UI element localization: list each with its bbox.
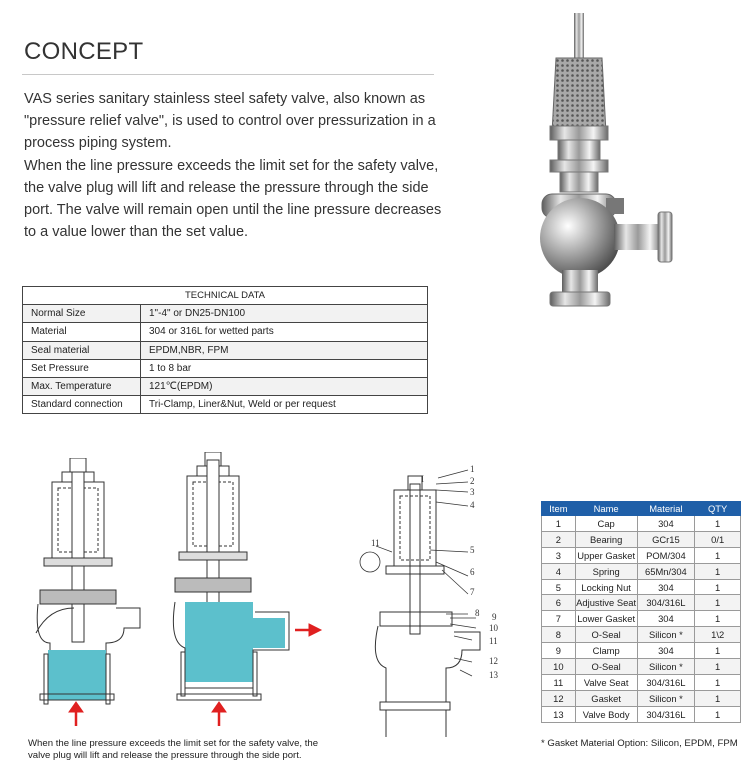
cell-name: Lower Gasket xyxy=(575,611,637,627)
valve-parts-diagram xyxy=(350,462,510,737)
cell-name: Upper Gasket xyxy=(575,547,637,563)
cell-material: 304 xyxy=(637,643,695,659)
spec-value: Tri-Clamp, Liner&Nut, Weld or per request xyxy=(141,396,428,414)
part-label-top: I xyxy=(421,474,424,484)
cell-item: 8 xyxy=(542,627,576,643)
table-row xyxy=(23,341,428,359)
spec-label: Seal material xyxy=(23,341,141,359)
cell-name: Clamp xyxy=(575,643,637,659)
part-label: 8 xyxy=(475,608,480,618)
cell-material: Silicon * xyxy=(637,627,695,643)
diagram-caption: When the line pressure exceeds the limit set for the safety valve, the valve plug will lift and release the pressure through the side port. xyxy=(28,738,319,761)
cell-name: Bearing xyxy=(575,531,637,547)
cell-item: 13 xyxy=(542,706,576,722)
part-label: 9 xyxy=(492,612,497,622)
part-label-side: 11 xyxy=(371,538,380,548)
cell-item: 1 xyxy=(542,516,576,532)
column-header-name: Name xyxy=(575,502,637,516)
cell-item: 5 xyxy=(542,579,576,595)
column-header-item: Item xyxy=(542,502,576,516)
cell-material: 304/316L xyxy=(637,595,695,611)
cell-item: 7 xyxy=(542,611,576,627)
cell-item: 4 xyxy=(542,563,576,579)
cell-qty: 1\2 xyxy=(695,627,741,643)
cell-name: Valve Body xyxy=(575,706,637,722)
spec-label: Normal Size xyxy=(23,305,141,323)
table-row xyxy=(23,396,428,414)
cell-material: Silicon * xyxy=(637,659,695,675)
spec-label: Standard connection xyxy=(23,396,141,414)
valve-closed-diagram xyxy=(14,458,154,728)
cell-name: Valve Seat xyxy=(575,674,637,690)
table-row xyxy=(542,690,741,706)
table-row xyxy=(542,611,741,627)
cell-item: 9 xyxy=(542,643,576,659)
spec-value: 121℃(EPDM) xyxy=(141,377,428,395)
part-label: 2 xyxy=(470,476,475,486)
valve-product-image xyxy=(520,8,710,323)
part-label: 6 xyxy=(470,567,475,577)
cell-qty: 1 xyxy=(695,643,741,659)
cell-material: Silicon * xyxy=(637,690,695,706)
table-row xyxy=(542,674,741,690)
cell-name: Locking Nut xyxy=(575,579,637,595)
cell-qty: 1 xyxy=(695,706,741,722)
cell-qty: 1 xyxy=(695,611,741,627)
parts-table xyxy=(541,501,741,723)
cell-item: 6 xyxy=(542,595,576,611)
concept-paragraph-1: VAS series sanitary stainless steel safety valve, also known as "pressure relief valve", is used to control over pressurization in a process piping system. xyxy=(24,91,436,152)
cell-name: Adjustive Seat xyxy=(575,595,637,611)
cell-qty: 1 xyxy=(695,563,741,579)
part-label: 1 xyxy=(470,464,475,474)
table-row xyxy=(542,627,741,643)
cell-material: GCr15 xyxy=(637,531,695,547)
table-row xyxy=(542,547,741,563)
spec-value: 304 or 316L for wetted parts xyxy=(141,323,428,341)
table-row xyxy=(23,323,428,341)
cell-qty: 1 xyxy=(695,674,741,690)
parts-table-header xyxy=(542,502,741,516)
cell-item: 11 xyxy=(542,674,576,690)
part-label: 7 xyxy=(470,587,475,597)
table-row xyxy=(23,377,428,395)
cell-name: Spring xyxy=(575,563,637,579)
cell-name: O-Seal xyxy=(575,659,637,675)
cell-material: POM/304 xyxy=(637,547,695,563)
cell-name: Cap xyxy=(575,516,637,532)
part-label: 3 xyxy=(470,487,475,497)
table-row xyxy=(542,516,741,532)
parts-table-body xyxy=(542,516,741,723)
cell-material: 304 xyxy=(637,516,695,532)
spec-value: 1"-4" or DN25-DN100 xyxy=(141,305,428,323)
spec-label: Max. Temperature xyxy=(23,377,141,395)
cell-item: 2 xyxy=(542,531,576,547)
table-row xyxy=(23,359,428,377)
part-label: 11 xyxy=(489,636,498,646)
part-label: 10 xyxy=(489,623,498,633)
cell-qty: 1 xyxy=(695,579,741,595)
technical-data-header: TECHNICAL DATA xyxy=(23,287,428,305)
cell-material: 65Mn/304 xyxy=(637,563,695,579)
cell-qty: 1 xyxy=(695,516,741,532)
cell-item: 3 xyxy=(542,547,576,563)
column-header-material: Material xyxy=(637,502,695,516)
spec-label: Set Pressure xyxy=(23,359,141,377)
cell-material: 304 xyxy=(637,579,695,595)
table-row xyxy=(542,563,741,579)
cell-qty: 1 xyxy=(695,659,741,675)
column-header-qty: QTY xyxy=(695,502,741,516)
part-label: 4 xyxy=(470,500,475,510)
cell-qty: 1 xyxy=(695,547,741,563)
part-label: 12 xyxy=(489,656,498,666)
table-row xyxy=(542,531,741,547)
spec-value: 1 to 8 bar xyxy=(141,359,428,377)
cell-qty: 0/1 xyxy=(695,531,741,547)
valve-open-diagram xyxy=(165,452,325,728)
cell-material: 304 xyxy=(637,611,695,627)
cell-qty: 1 xyxy=(695,595,741,611)
cell-name: Gasket xyxy=(575,690,637,706)
cell-item: 12 xyxy=(542,690,576,706)
part-label: 13 xyxy=(489,670,498,680)
spec-label: Material xyxy=(23,323,141,341)
table-row xyxy=(542,595,741,611)
page-title: CONCEPT xyxy=(24,38,144,65)
cell-name: O-Seal xyxy=(575,627,637,643)
table-row xyxy=(542,706,741,722)
gasket-material-note: * Gasket Material Option: Silicon, EPDM, FPM xyxy=(541,738,738,749)
concept-description xyxy=(24,88,444,243)
table-row xyxy=(542,659,741,675)
cell-material: 304/316L xyxy=(637,674,695,690)
cell-qty: 1 xyxy=(695,690,741,706)
table-row xyxy=(23,305,428,323)
concept-paragraph-2: When the line pressure exceeds the limit set for the safety valve, the valve plug will lift and release the pressure through the side port. The valve will remain open until the line pressure decreases to a value lower than the set value. xyxy=(24,157,442,241)
cell-material: 304/316L xyxy=(637,706,695,722)
cell-item: 10 xyxy=(542,659,576,675)
technical-data-table xyxy=(22,286,428,414)
table-row xyxy=(542,579,741,595)
part-label: 5 xyxy=(470,545,475,555)
title-divider xyxy=(22,74,434,75)
spec-value: EPDM,NBR, FPM xyxy=(141,341,428,359)
table-row xyxy=(542,643,741,659)
